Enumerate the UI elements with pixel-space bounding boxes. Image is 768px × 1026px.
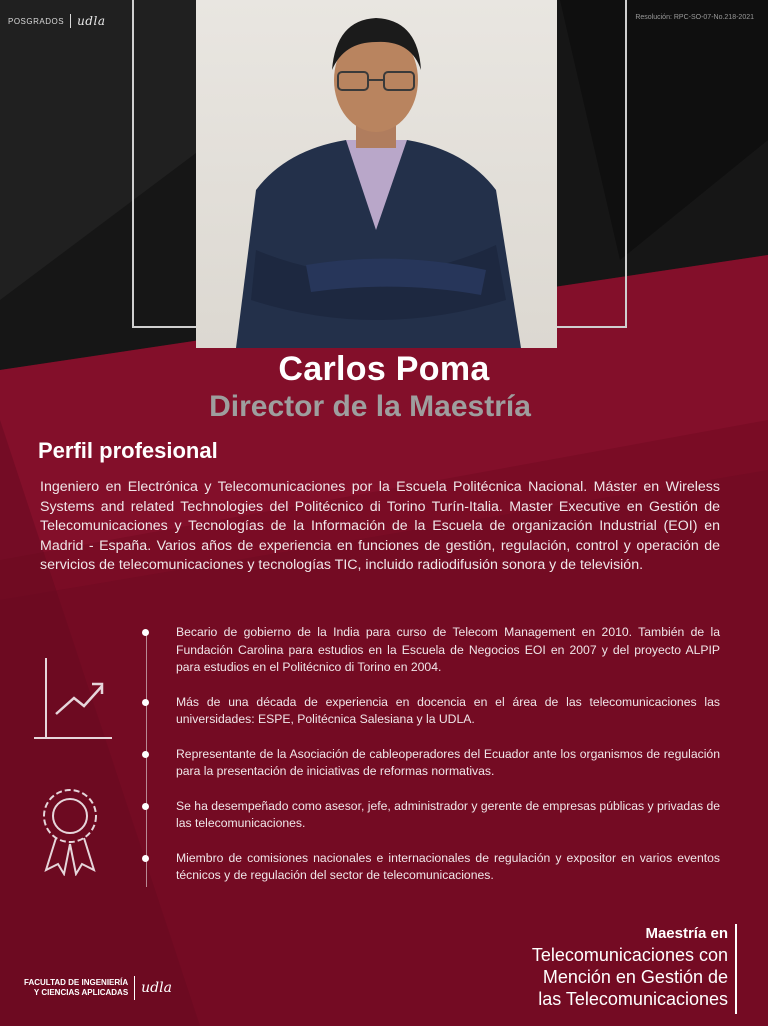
person-name: Carlos Poma bbox=[278, 350, 490, 388]
faculty-brand bbox=[24, 976, 172, 1000]
list-item bbox=[140, 746, 720, 781]
achievements-list bbox=[140, 624, 720, 902]
program-line-2: Telecomunicaciones con bbox=[531, 945, 728, 965]
bullet-text: Becario de gobierno de la India para curso de Telecom Management en 2010. También de la Fundación Carolina para estudios en la Escuela de Negocios EOI en 2007 y del proyecto ALPIP para estudios en el Politécnico di Torino en 2004. bbox=[176, 625, 720, 674]
award-ribbon-icon bbox=[38, 786, 102, 876]
bullet-dot bbox=[142, 629, 149, 636]
bullet-text: Representante de la Asociación de cableoperadores del Ecuador ante los organismos de regulación para la presentación de iniciativas de reformas normativas. bbox=[176, 746, 720, 778]
list-item bbox=[140, 850, 720, 885]
program-line-3: Mención en Gestión de bbox=[542, 967, 728, 987]
bullet-dot bbox=[142, 855, 149, 862]
udla-logo: udla bbox=[77, 14, 106, 28]
profile-text: Ingeniero en Electrónica y Telecomunicaciones por la Escuela Politécnica Nacional. Máster en Wireless Systems and related Technologies del Politécnico di Torino Turín-Italia. Master Executive en Gestión de Telecomunicaciones y Tecnologías de la Información de la Escuela de organización Industrial (EOI) en Madrid - España. Varios años de experiencia en funciones de gestión, regulación, control y operación de servicios de telecomunicaciones y tecnologías TIC, incluido radiodifusión sonora y de televisión. bbox=[40, 479, 720, 574]
portrait-illustration bbox=[196, 0, 557, 348]
udla-logo: udla bbox=[141, 980, 172, 996]
program-title bbox=[532, 924, 728, 1010]
faculty-line-1: FACULTAD DE INGENIERÍA bbox=[24, 978, 129, 987]
brand-divider bbox=[70, 14, 71, 28]
program-line-1: Maestría en bbox=[645, 925, 728, 942]
bullet-text: Se ha desempeñado como asesor, jefe, administrador y gerente de empresas públicas y privadas de las telecomunicaciones. bbox=[176, 798, 721, 830]
list-item bbox=[140, 798, 720, 833]
header-brand bbox=[8, 14, 105, 28]
bullet-dot bbox=[142, 751, 149, 758]
section-title: Perfil profesional bbox=[38, 438, 218, 463]
person-role: Director de la Maestría bbox=[209, 390, 531, 423]
brand-label: POSGRADOS bbox=[8, 16, 65, 26]
program-line-4: las Telecomunicaciones bbox=[538, 989, 728, 1009]
program-divider bbox=[735, 924, 737, 1014]
bullet-dot bbox=[142, 803, 149, 810]
list-item bbox=[140, 694, 720, 729]
bullet-dot bbox=[142, 699, 149, 706]
bullet-text: Más de una década de experiencia en docencia en el área de las telecomunicaciones las universidades: ESPE, Politécnica Salesiana y la UDLA. bbox=[176, 694, 720, 726]
resolution-text: Resolución: RPC-SO-07-No.218-2021 bbox=[635, 14, 754, 21]
line-chart-up-icon bbox=[34, 658, 112, 744]
list-item bbox=[140, 624, 720, 677]
faculty-line-2: Y CIENCIAS APLICADAS bbox=[33, 988, 129, 997]
faculty-divider bbox=[134, 976, 135, 1000]
portrait-photo bbox=[196, 0, 557, 348]
faculty-name bbox=[24, 978, 128, 998]
bullet-text: Miembro de comisiones nacionales e internacionales de regulación y expositor en varios eventos técnicos y de regulación del sector de telecomunicaciones. bbox=[176, 850, 720, 882]
